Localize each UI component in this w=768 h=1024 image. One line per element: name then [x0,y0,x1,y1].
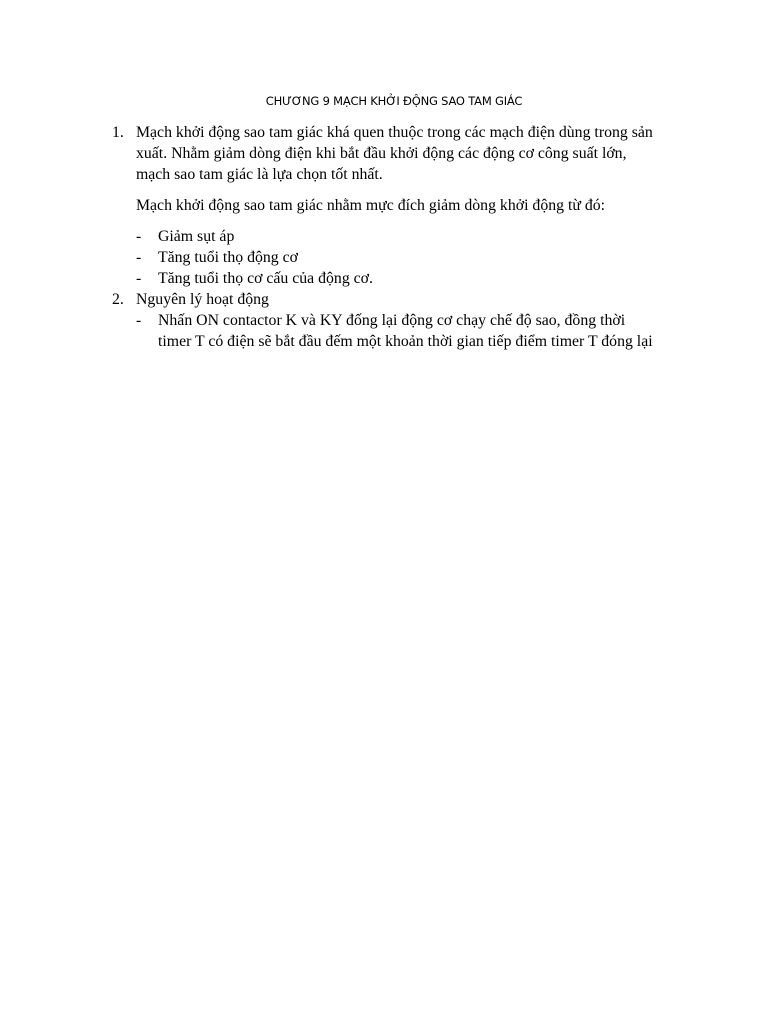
section-1-paragraph: Mạch khởi động sao tam giác nhằm mực đích giảm dòng khởi động từ đó: [136,197,606,214]
section-1-text [136,122,696,185]
section-2-bullet-1-line-1: Nhấn ON contactor K và KY đống lại động cơ chạy chế độ sao, đồng thời [158,312,626,329]
bullet-item-2: Tăng tuổi thọ động cơ [158,249,298,266]
section-2-heading: Nguyên lý hoạt động [136,291,269,308]
bullet-marker: - [136,270,142,287]
list-number-2: 2. [112,291,124,308]
list-number-1: 1. [112,124,124,141]
bullet-marker: - [136,228,142,245]
document-title: CHƯƠNG 9 MẠCH KHỞI ĐỘNG SAO TAM GIÁC [265,94,523,108]
bullet-item-3: Tăng tuổi thọ cơ cấu của động cơ. [158,270,373,287]
section-2-bullet-1 [158,310,698,352]
bullet-marker: - [136,312,142,329]
bullet-marker: - [136,249,142,266]
section-2-bullet-1-line-2: timer T có điện sẽ bắt đầu đếm một khoản thời gian tiếp điểm timer T đóng lại [158,333,653,350]
section-1-line-2: xuất. Nhằm giảm dòng điện khi bắt đầu khởi động các động cơ công suất lớn, [136,145,627,162]
section-1-line-1: Mạch khởi động sao tam giác khá quen thuộc trong các mạch điện dùng trong sản [136,124,653,141]
bullet-item-1: Giảm sụt áp [158,228,235,245]
section-1-line-3: mạch sao tam giác là lựa chọn tốt nhất. [136,166,383,183]
